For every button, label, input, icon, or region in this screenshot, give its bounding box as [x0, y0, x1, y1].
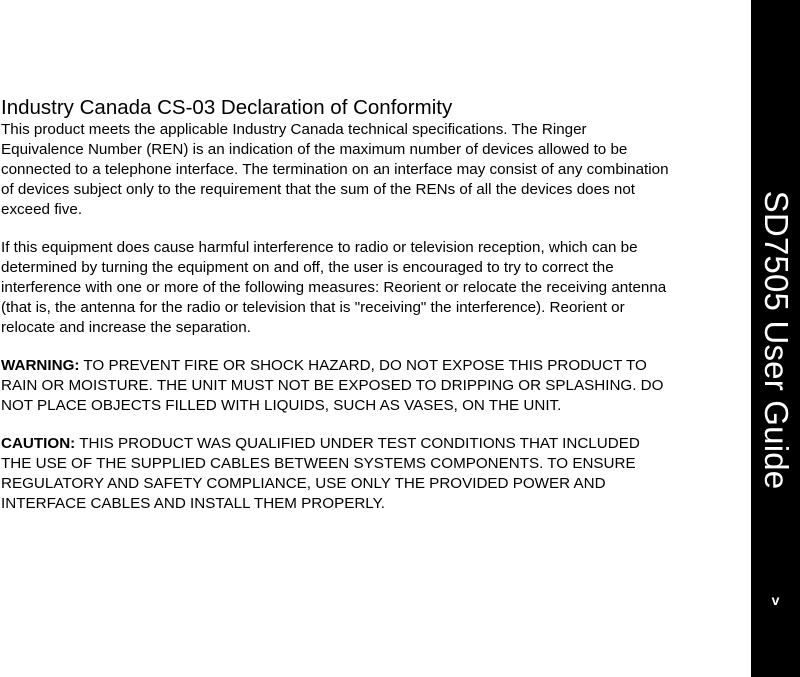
- caution-paragraph: [1, 434, 673, 514]
- side-tab: [751, 0, 800, 677]
- page-number: v: [771, 592, 780, 608]
- warning-label: WARNING:: [1, 357, 80, 374]
- warning-paragraph: [1, 356, 673, 416]
- interference-paragraph: If this equipment does cause harmful interference to radio or television reception, which can be determined by turning the equipment on and off, the user is encouraged to try to correct the interference with one or more of the following measures: Reorient or relocate the receiving antenna (that is, the antenna for the radio or television that is "receiving" the interference). Reorient or relocate and increase the separation.: [1, 239, 667, 336]
- document-body: [0, 96, 680, 532]
- guide-title: SD7505 User Guide: [757, 190, 795, 490]
- caution-label: CAUTION:: [1, 435, 76, 452]
- page-title: Industry Canada CS-03 Declaration of Conformity: [1, 96, 453, 119]
- warning-text: TO PREVENT FIRE OR SHOCK HAZARD, DO NOT EXPOSE THIS PRODUCT TO RAIN OR MOISTURE. THE UNIT MUST NOT BE EXPOSED TO DRIPPING OR SPLASHING. DO NOT PLACE OBJECTS FILLED WITH LIQUIDS, SUCH AS VASES, ON THE UNIT.: [1, 357, 664, 414]
- ren-paragraph: This product meets the applicable Industry Canada technical specifications. The Ringer Equivalence Number (REN) is an indication of the maximum number of devices allowed to be connected to a telephone interface. The termination on an interface may consist of any combination of devices subject only to the requirement that the sum of the RENs of all the devices does not exceed five.: [1, 121, 669, 218]
- caution-text: THIS PRODUCT WAS QUALIFIED UNDER TEST CONDITIONS THAT INCLUDED THE USE OF THE SUPPLIED CABLES BETWEEN SYSTEMS COMPONENTS. TO ENSURE REGULATORY AND SAFETY COMPLIANCE, USE ONLY THE PROVIDED POWER AND INTERFACE CABLES AND INSTALL THEM PROPERLY.: [1, 435, 640, 512]
